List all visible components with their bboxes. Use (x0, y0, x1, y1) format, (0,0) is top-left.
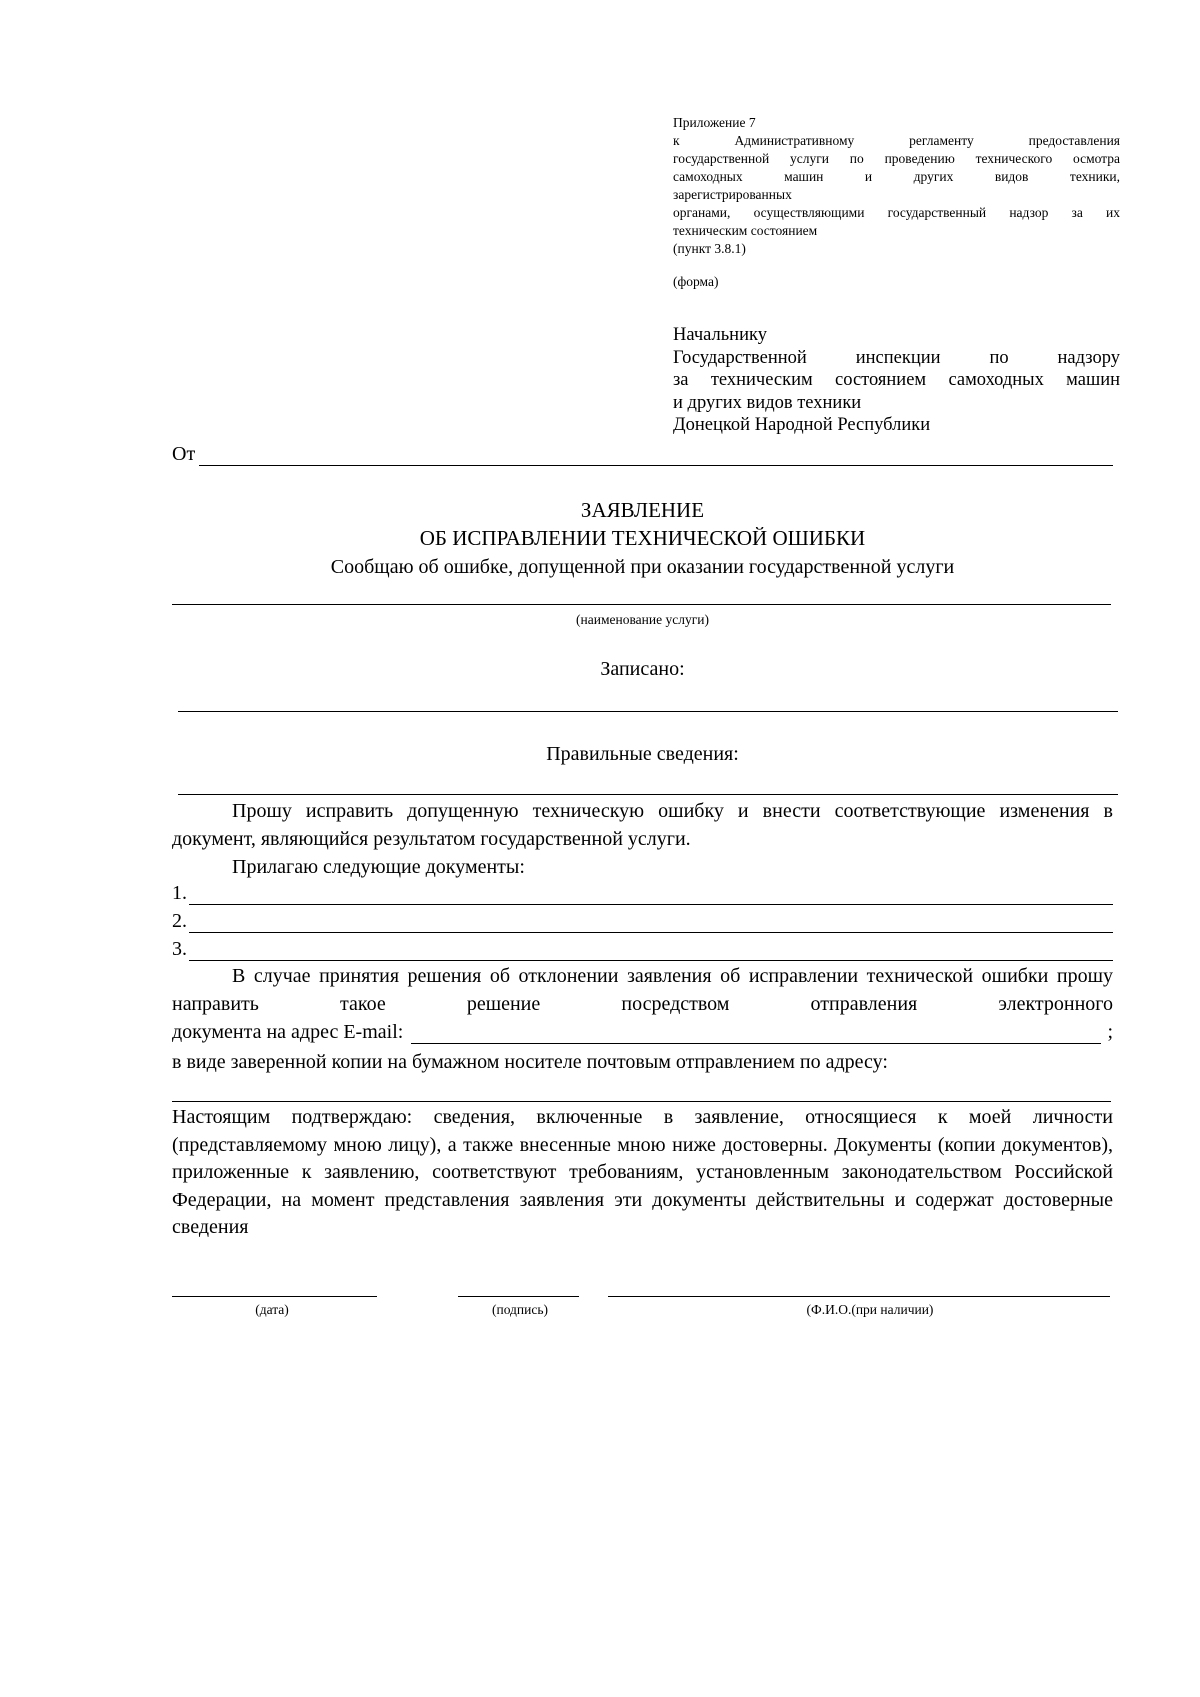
attachment-field[interactable] (189, 914, 1113, 933)
attachment-number: 3. (172, 938, 187, 960)
recorded-label: Записано: (600, 658, 685, 680)
full-name-field[interactable] (608, 1296, 1110, 1297)
appendix-text-line: государственной услуги по проведению технического осмотра (673, 151, 1120, 166)
attach-label: Прилагаю следующие документы: (232, 856, 525, 878)
full-name-caption: (Ф.И.О.(при наличии) (806, 1302, 934, 1317)
paper-copy-text: в виде заверенной копии на бумажном носителе почтовым отправлением по адресу: (172, 1051, 888, 1073)
attachment-field[interactable] (189, 942, 1113, 961)
email-row (172, 1021, 1113, 1044)
signature-caption: (подпись) (491, 1302, 549, 1317)
form-label: (форма) (673, 274, 719, 289)
rejection-paragraph: В случае принятия решения об отклонении заявления об исправлении технической ошибки прошу направить такое решение посредством отправления электронного (172, 965, 1113, 1015)
appendix-text-line: техническим состоянием (673, 223, 818, 238)
email-end: ; (1107, 1021, 1113, 1043)
signature-field[interactable] (458, 1296, 579, 1297)
correct-field[interactable] (178, 794, 1118, 795)
document-subtitle: ОБ ИСПРАВЛЕНИИ ТЕХНИЧЕСКОЙ ОШИБКИ (419, 526, 866, 550)
addressee-block (673, 324, 1120, 437)
document-title: ЗАЯВЛЕНИЕ (580, 498, 705, 522)
appendix-block (673, 114, 1120, 291)
appendix-text-line: самоходных машин и других видов техники, (673, 169, 1120, 184)
attachment-number: 1. (172, 882, 187, 904)
attachment-row (172, 938, 1113, 961)
request-paragraph: Прошу исправить допущенную техническую ошибку и внести соответствующие изменения в документ, являющийся результатом государственной услуги. (172, 800, 1113, 850)
attachment-field[interactable] (189, 886, 1113, 905)
lead-text: Сообщаю об ошибке, допущенной при оказании государственной услуги (330, 556, 955, 578)
from-label: От (172, 443, 196, 465)
email-field[interactable] (411, 1025, 1101, 1044)
recorded-field[interactable] (178, 711, 1118, 712)
appendix-clause: (пункт 3.8.1) (673, 241, 746, 256)
addressee-line: Донецкой Народной Республики (673, 415, 931, 435)
from-field[interactable] (199, 446, 1113, 466)
correct-label: Правильные сведения: (546, 743, 739, 765)
addressee-line: и других видов техники (673, 392, 862, 413)
from-row (172, 443, 1113, 466)
appendix-text-line: органами, осуществляющими государственный надзор за их (673, 205, 1120, 220)
date-field[interactable] (172, 1296, 377, 1297)
email-label: документа на адрес E-mail: (172, 1021, 404, 1043)
postal-address-field[interactable] (172, 1101, 1111, 1102)
appendix-number: Приложение 7 (673, 115, 756, 130)
attachment-row (172, 910, 1113, 933)
attachment-row (172, 882, 1113, 905)
appendix-text-line: к Административному регламенту предоставления (673, 133, 1120, 148)
addressee-line: за техническим состоянием самоходных машин (673, 370, 1120, 390)
confirmation-paragraph: Настоящим подтверждаю: сведения, включенные в заявление, относящиеся к моей личности (представляемому мною лицу), а также внесенные мною ниже достоверны. Документы (копии документов), приложенные к заявлению, соответствуют требованиям, установленным законодательством Российской Федерации, на момент представления заявления эти документы действительны и содержат достоверные сведения (172, 1106, 1113, 1238)
date-caption: (дата) (255, 1302, 289, 1317)
addressee-line: Начальнику (673, 325, 767, 345)
service-name-field[interactable] (172, 604, 1111, 605)
addressee-line: Государственной инспекции по надзору (673, 347, 1120, 368)
attachment-number: 2. (172, 910, 187, 932)
appendix-text-line: зарегистрированных (673, 187, 792, 202)
service-caption: (наименование услуги) (576, 612, 709, 627)
